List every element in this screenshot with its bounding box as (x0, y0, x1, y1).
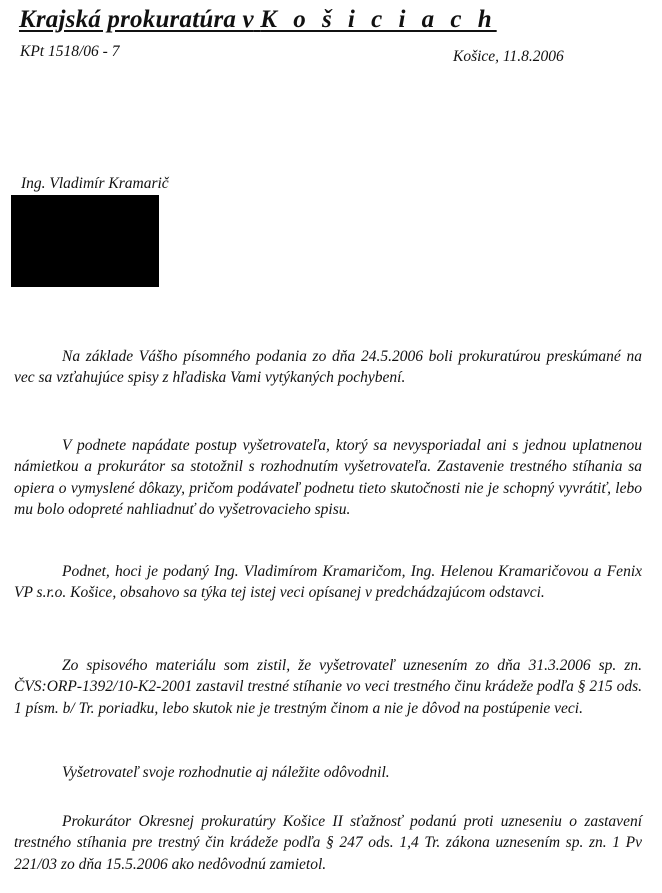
paragraph-5: Vyšetrovateľ svoje rozhodnutie aj náležite odôvodnil. (62, 763, 390, 781)
paragraph-2: V podnete napádate postup vyšetrovateľa, ktorý sa nevysporiadal ani s jednou uplatnenou námietkou a prokurátor sa stotožnil s rozhodnutím vyšetrovateľa. Zastavenie trestného stíhania sa opiera o vymyslené dôkazy, pričom podávateľ podnetu tieto skutočnosti nie je schopný vyvrátiť, lebo mu bolo odopreté nahliadnuť do vyšetrovacieho spisu. (14, 436, 642, 518)
paragraph-3: Podnet, hoci je podaný Ing. Vladimírom Kramaričom, Ing. Helenou Kramaričovou a Fenix VP s.r.o. Košice, obsahovo sa týka tej istej veci opísanej v predchádzajúcom odstavci. (14, 562, 642, 601)
recipient-name: Ing. Vladimír Kramarič (21, 175, 169, 192)
place-and-date: Košice, 11.8.2006 (453, 48, 564, 65)
office-title (19, 6, 497, 34)
paragraph-1: Na základe Vášho písomného podania zo dňa 24.5.2006 boli prokuratúrou preskúmané na vec sa vzťahujúce spisy z hľadiska Vami vytýkaných pochybení. (14, 347, 642, 386)
paragraph-4: Zo spisového materiálu som zistil, že vyšetrovateľ uznesením zo dňa 31.3.2006 sp. zn. ČVS:ORP-1392/10-K2-2001 zastavil trestné stíhanie vo veci trestného činu krádeže podľa § 215 ods. 1 písm. b/ Tr. poriadku, lebo skutok nie je trestným činom a nie je dôvod na postúpenie veci. (14, 656, 642, 717)
reference-number: KPt 1518/06 - 7 (20, 43, 120, 60)
office-title-main: Krajská prokuratúra v (19, 6, 254, 33)
paragraph-6: Prokurátor Okresnej prokuratúry Košice II sťažnosť podanú proti uzneseniu o zastavení trestného stíhania pre trestný čin krádeže podľa § 247 ods. 1,4 Tr. zákona uznesením sp. zn. 1 Pv 221/03 zo dňa 15.5.2006 ako nedôvodnú zamietol. (14, 812, 642, 873)
office-title-city: K o š i c i a c h (260, 6, 497, 33)
redacted-address-block (11, 195, 159, 287)
